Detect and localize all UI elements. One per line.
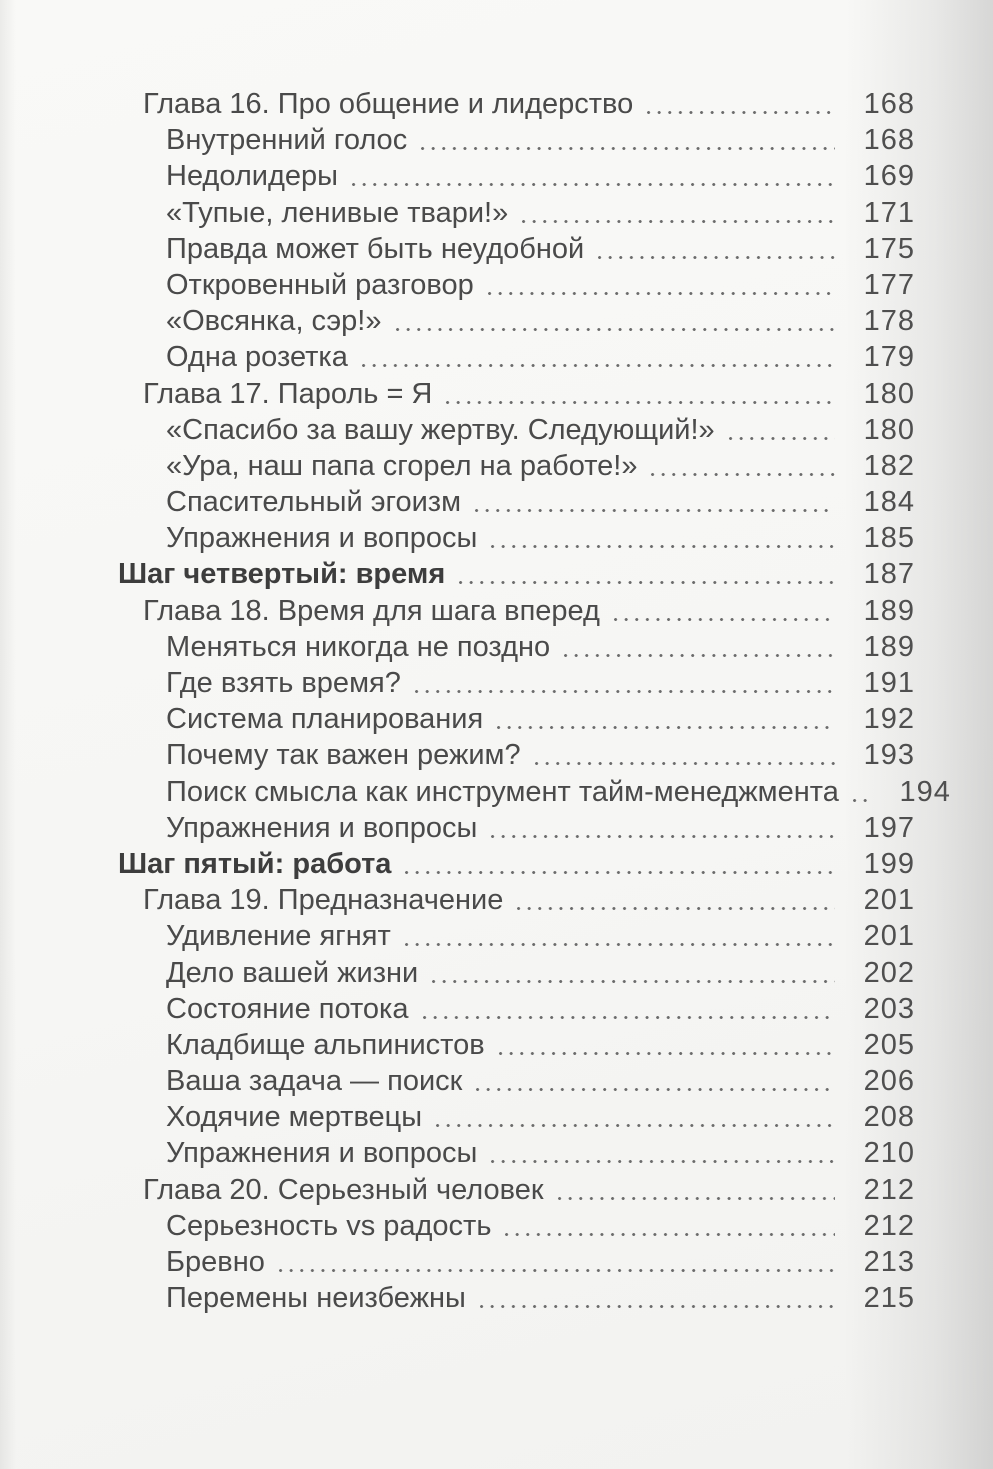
dot-leader [405,918,835,954]
toc-entry-page: 203 [863,992,915,1025]
toc-entry-title: Система планирования [166,703,484,736]
toc-row [0,158,915,194]
toc-entry-page: 201 [863,920,915,953]
toc-entry-title: Глава 17. Пароль = Я [143,377,433,410]
toc-row [0,339,915,375]
dot-leader [598,231,835,267]
toc-entry-title: Шаг четвертый: время [118,558,446,591]
toc-row [0,774,951,810]
toc-entry-title: Недолидеры [166,160,338,193]
toc-entry-page: 168 [863,88,915,120]
toc-entry-title: Шаг пятый: работа [118,847,392,880]
dot-leader [362,339,835,375]
dot-leader [480,1280,835,1316]
toc-row [0,701,915,737]
toc-entry-page: 208 [863,1101,915,1134]
toc-row [0,846,915,882]
toc-entry-title: Почему так важен режим? [166,739,521,772]
toc-row [0,1027,915,1063]
toc-row [0,231,915,267]
toc-entry-title: Поиск смысла как инструмент тайм-менеджмента [166,775,839,808]
toc-entry-title: Одна розетка [166,341,348,374]
toc-entry-title: «Ура, наш папа сгорел на работе!» [166,449,638,482]
dot-leader [564,629,835,665]
dot-leader [614,593,835,629]
toc-row [0,665,915,701]
toc-entry-page: 189 [863,630,915,663]
toc-entry-page: 201 [863,884,915,917]
toc-entry-title: Правда может быть неудобной [166,232,585,265]
toc-entry-page: 215 [863,1282,915,1315]
toc-entry-title: Глава 16. Про общение и лидерство [143,88,634,120]
toc-entry-page: 189 [863,594,915,627]
toc-entry-page: 197 [863,811,915,844]
dot-leader [729,412,835,448]
toc-entry-page: 194 [899,775,951,808]
toc-row [0,955,915,991]
toc-row [0,556,915,592]
toc-entry-title: Серьезность vs радость [166,1209,492,1242]
toc-entry-title: Ходячие мертвецы [166,1101,423,1134]
dot-leader [459,556,835,592]
toc-entry-page: 182 [863,449,915,482]
dot-leader [853,774,871,810]
toc-entry-title: Ваша задача — поиск [166,1065,463,1098]
toc-entry-page: 202 [863,956,915,989]
toc-entry-title: Спасительный эгоизм [166,486,462,519]
toc-row [0,267,915,303]
dot-leader [488,267,835,303]
dot-leader [436,1099,835,1135]
dot-leader [423,991,836,1027]
dot-leader [522,195,835,231]
toc-entry-title: Внутренний голос [166,124,408,157]
toc-entry-page: 192 [863,703,915,736]
toc-entry-page: 205 [863,1028,915,1061]
toc-row [0,448,915,484]
toc-row [0,1208,915,1244]
toc-entry-title: Откровенный разговор [166,268,474,301]
toc-entry-title: «Овсянка, сэр!» [166,305,382,338]
toc-entry-page: 206 [863,1065,915,1098]
toc-entry-title: Состояние потока [166,992,409,1025]
toc-entry-title: Перемены неизбежны [166,1282,466,1315]
toc-row [0,376,915,412]
toc-entry-title: «Тупые, ленивые твари!» [166,196,509,229]
toc-row [0,1063,915,1099]
toc-row [0,593,915,629]
toc-entry-title: Бревно [166,1246,265,1278]
toc-entry-title: Упражнения и вопросы [166,1137,478,1170]
toc-entry-title: Где взять время? [166,667,401,699]
toc-row [0,1135,915,1171]
toc-entry-page: 168 [863,124,915,157]
toc-entry-page: 169 [863,160,915,193]
toc-entry-page: 179 [863,341,915,374]
dot-leader [491,520,835,556]
dot-leader [651,448,835,484]
dot-leader [499,1027,835,1063]
toc-entry-page: 171 [863,196,915,229]
dot-leader [421,122,835,158]
toc-row [0,629,915,665]
toc-entry-title: «Спасибо за вашу жертву. Следующий!» [166,413,715,446]
toc-entry-title: Кладбище альпинистов [166,1028,485,1061]
dot-leader [279,1244,835,1280]
toc-entry-page: 175 [863,232,915,265]
toc-entry-page: 180 [863,377,915,410]
toc-entry-page: 184 [863,486,915,519]
dot-leader [535,737,835,773]
table-of-contents [0,86,951,1316]
dot-leader [432,955,835,991]
toc-row [0,737,915,773]
toc-row [0,1244,915,1280]
toc-entry-page: 178 [863,305,915,338]
dot-leader [405,846,835,882]
toc-entry-page: 177 [863,268,915,301]
dot-leader [647,86,835,122]
toc-entry-title: Меняться никогда не поздно [166,630,551,663]
toc-row [0,991,915,1027]
toc-entry-title: Глава 20. Серьезный человек [143,1173,544,1206]
toc-entry-title: Упражнения и вопросы [166,522,478,555]
toc-entry-page: 199 [863,847,915,880]
toc-entry-title: Упражнения и вопросы [166,811,478,844]
toc-row [0,86,915,122]
toc-entry-page: 180 [863,413,915,446]
dot-leader [352,158,835,194]
toc-entry-page: 191 [863,667,915,699]
dot-leader [415,665,835,701]
toc-entry-page: 210 [863,1137,915,1170]
dot-leader [517,882,835,918]
toc-entry-page: 187 [863,558,915,591]
dot-leader [396,303,836,339]
toc-row [0,918,915,954]
toc-entry-title: Дело вашей жизни [166,956,419,989]
toc-row [0,412,915,448]
dot-leader [491,810,835,846]
dot-leader [505,1208,835,1244]
toc-entry-page: 213 [863,1246,915,1278]
dot-leader [558,1172,835,1208]
toc-row [0,303,915,339]
toc-row [0,882,915,918]
toc-entry-page: 193 [863,739,915,772]
toc-entry-page: 212 [863,1209,915,1242]
toc-row [0,810,915,846]
toc-entry-title: Удивление ягнят [166,920,391,953]
toc-row [0,484,915,520]
dot-leader [497,701,835,737]
toc-entry-page: 185 [863,522,915,555]
toc-row [0,520,915,556]
dot-leader [476,1063,835,1099]
toc-row [0,122,915,158]
dot-leader [446,376,835,412]
toc-entry-title: Глава 19. Предназначение [143,884,504,917]
toc-row [0,1280,915,1316]
toc-row [0,1099,915,1135]
dot-leader [491,1135,835,1171]
toc-row [0,1172,915,1208]
toc-entry-page: 212 [863,1173,915,1206]
toc-entry-title: Глава 18. Время для шага вперед [143,594,600,627]
toc-row [0,195,915,231]
dot-leader [475,484,835,520]
